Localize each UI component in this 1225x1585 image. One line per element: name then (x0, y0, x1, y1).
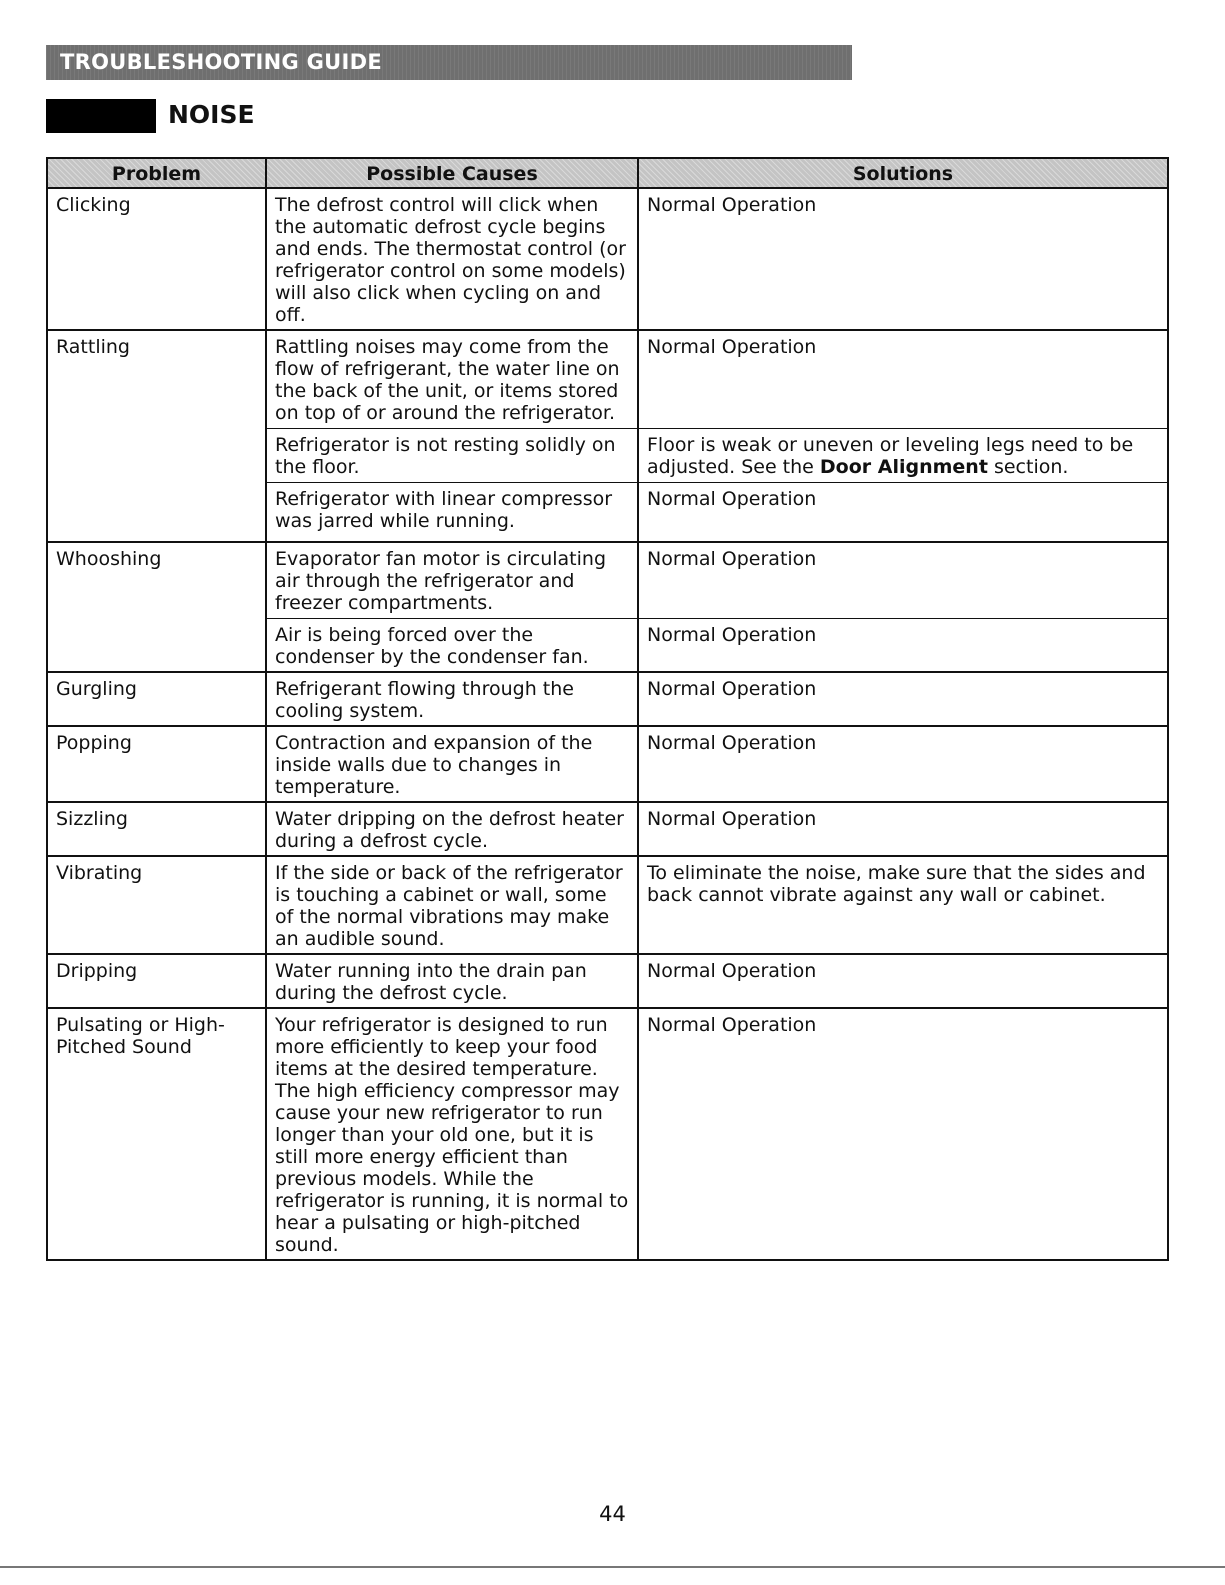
table-row (47, 188, 1168, 330)
table-row (47, 1008, 1168, 1260)
table-row (47, 856, 1168, 954)
bottom-rule (0, 1566, 1225, 1568)
solution-cell: To eliminate the noise, make sure that the sides and back cannot vibrate against any wall or cabinet. (638, 856, 1168, 954)
problem-cell: Rattling (47, 330, 266, 542)
cause-cell: Water running into the drain pan during the defrost cycle. (266, 954, 638, 1008)
table-row (47, 954, 1168, 1008)
guide-banner (46, 45, 852, 80)
section-title: NOISE (168, 100, 255, 129)
table-row (47, 802, 1168, 856)
problem-cell: Vibrating (47, 856, 266, 954)
solution-cell: Normal Operation (638, 802, 1168, 856)
solution-cell: Normal Operation (638, 542, 1168, 618)
problem-cell: Dripping (47, 954, 266, 1008)
problem-cell: Whooshing (47, 542, 266, 672)
problem-cell: Pulsating or High-Pitched Sound (47, 1008, 266, 1260)
header-possible-causes: Possible Causes (266, 158, 638, 188)
cause-cell: Evaporator fan motor is circulating air through the refrigerator and freezer compartments. (266, 542, 638, 618)
solution-cell: Normal Operation (638, 1008, 1168, 1260)
solution-cell (638, 428, 1168, 482)
cause-cell: Refrigerator with linear compressor was jarred while running. (266, 482, 638, 542)
cause-cell: Air is being forced over the condenser by the condenser fan. (266, 618, 638, 672)
solution-cell: Normal Operation (638, 330, 1168, 428)
cause-cell: The defrost control will click when the automatic defrost cycle begins and ends. The thermostat control (or refrigerator control on some models) will also click when cycling on and off. (266, 188, 638, 330)
header-problem: Problem (47, 158, 266, 188)
solution-cell: Normal Operation (638, 726, 1168, 802)
problem-cell: Clicking (47, 188, 266, 330)
solution-text-end: section. (987, 455, 1069, 478)
table-row (47, 672, 1168, 726)
problem-cell: Gurgling (47, 672, 266, 726)
solution-cell: Normal Operation (638, 188, 1168, 330)
table-row (47, 542, 1168, 618)
cause-cell: Rattling noises may come from the flow of refrigerant, the water line on the back of the unit, or items stored on top of or around the refrigerator. (266, 330, 638, 428)
table-row (47, 726, 1168, 802)
cause-cell: Your refrigerator is designed to run more efficiently to keep your food items at the desired temperature. The high efficiency compressor may cause your new refrigerator to run longer than your old one, but it is still more energy efficient than previous models. While the refrigerator is running, it is normal to hear a pulsating or high-pitched sound. (266, 1008, 638, 1260)
problem-cell: Popping (47, 726, 266, 802)
solution-cell: Normal Operation (638, 672, 1168, 726)
troubleshooting-table (46, 157, 1169, 1261)
page-number: 44 (599, 1502, 626, 1526)
guide-banner-title: TROUBLESHOOTING GUIDE (60, 50, 382, 74)
solution-cell: Normal Operation (638, 482, 1168, 542)
cause-cell: If the side or back of the refrigerator is touching a cabinet or wall, some of the normal vibrations may make an audible sound. (266, 856, 638, 954)
solution-text: Floor is weak or uneven or leveling legs need to be adjusted. See the (647, 433, 1134, 478)
cause-cell: Water dripping on the defrost heater during a defrost cycle. (266, 802, 638, 856)
section-marker-block (46, 99, 156, 133)
problem-cell: Sizzling (47, 802, 266, 856)
cause-cell: Contraction and expansion of the inside walls due to changes in temperature. (266, 726, 638, 802)
table-header-row (47, 158, 1168, 188)
solution-cell: Normal Operation (638, 954, 1168, 1008)
table-row (47, 330, 1168, 428)
door-alignment-reference: Door Alignment (819, 455, 988, 478)
header-solutions: Solutions (638, 158, 1168, 188)
cause-cell: Refrigerant flowing through the cooling system. (266, 672, 638, 726)
solution-cell: Normal Operation (638, 618, 1168, 672)
cause-cell: Refrigerator is not resting solidly on the floor. (266, 428, 638, 482)
